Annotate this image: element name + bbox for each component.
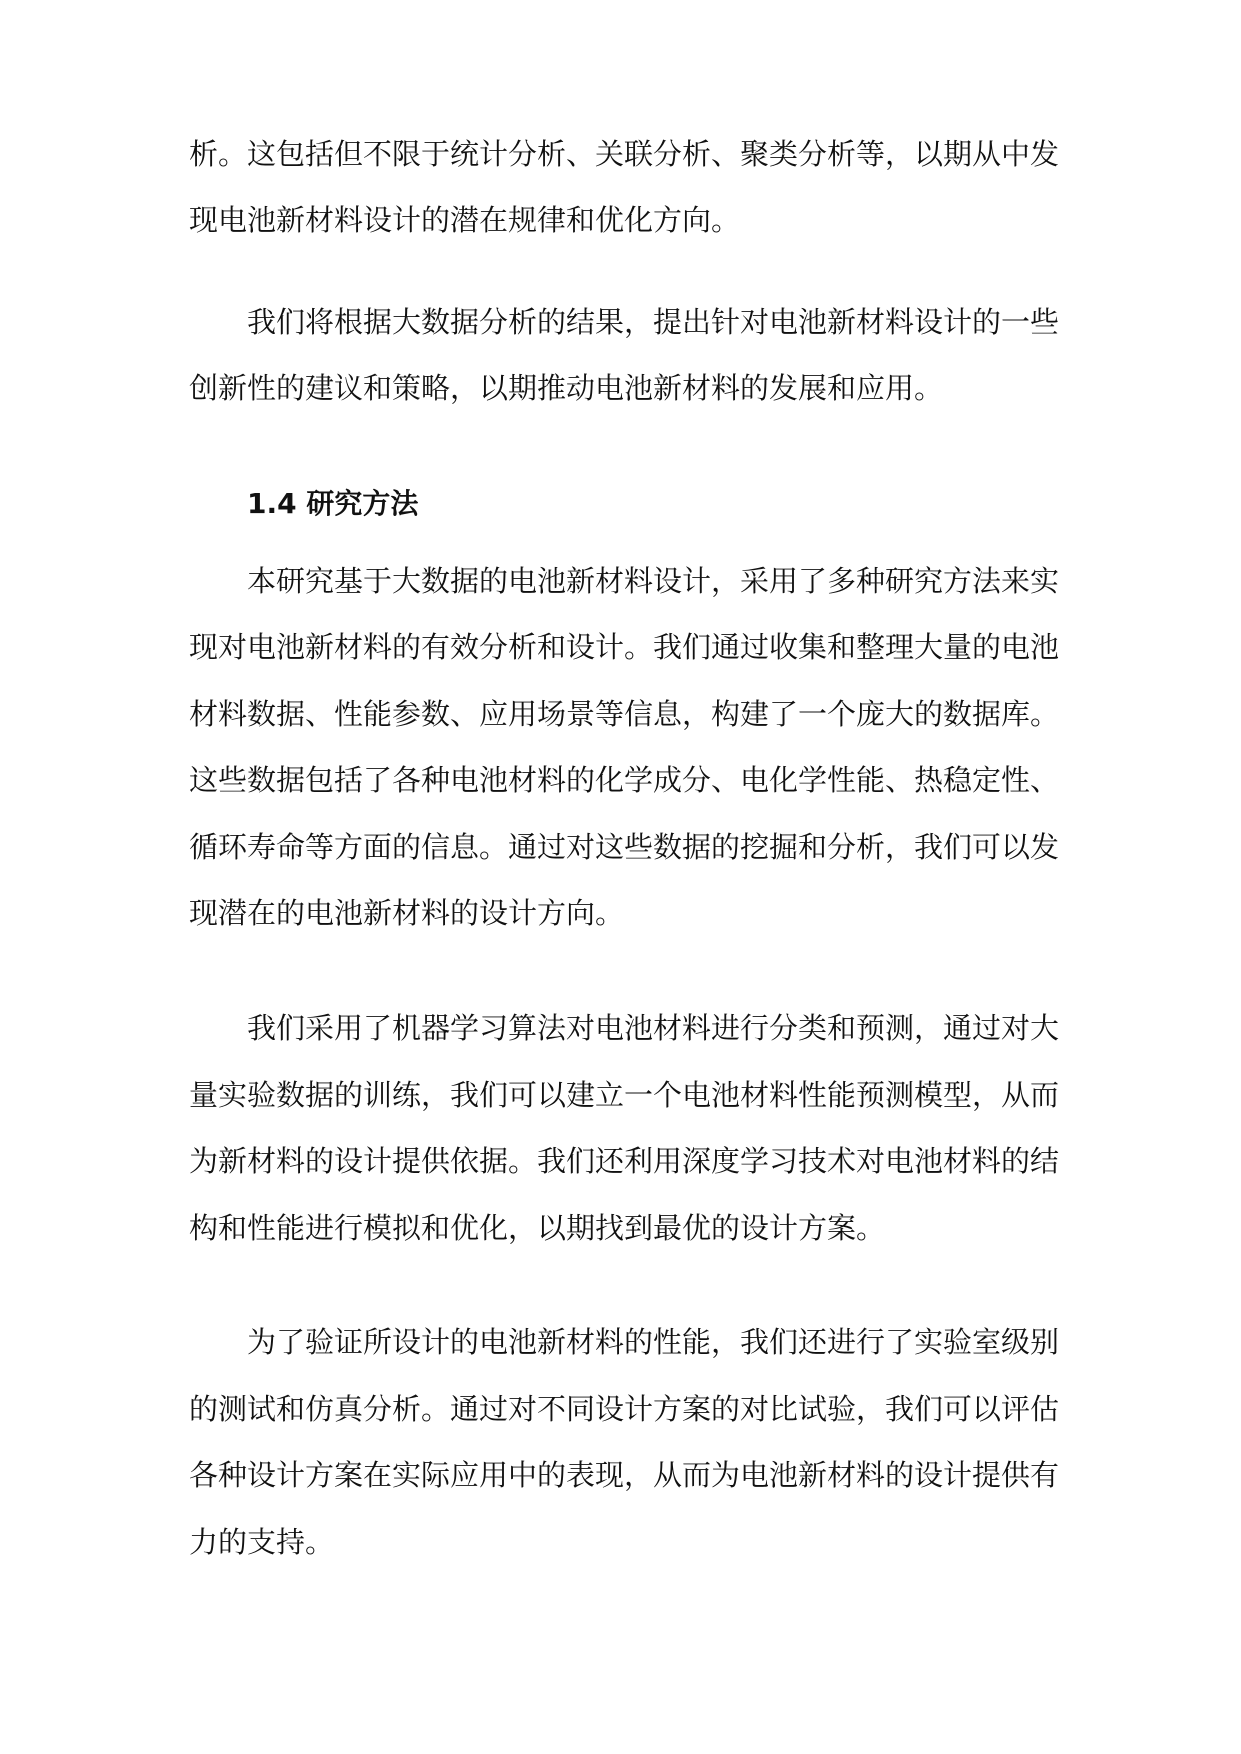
paragraph3-line2: 现对电池新材料的有效分析和设计。我们通过收集和整理大量的电池 xyxy=(189,630,1060,664)
paragraph4-line2: 量实验数据的训练，我们可以建立一个电池材料性能预测模型，从而 xyxy=(189,1078,1060,1112)
paragraph3-line5: 循环寿命等方面的信息。通过对这些数据的挖掘和分析，我们可以发 xyxy=(189,830,1060,864)
paragraph1-line2: 现电池新材料设计的潜在规律和优化方向。 xyxy=(189,203,741,237)
paragraph4-line3: 为新材料的设计提供依据。我们还利用深度学习技术对电池材料的结 xyxy=(189,1144,1060,1178)
paragraph5-line2: 的测试和仿真分析。通过对不同设计方案的对比试验，我们可以评估 xyxy=(189,1392,1060,1426)
paragraph4-line4: 构和性能进行模拟和优化，以期找到最优的设计方案。 xyxy=(189,1211,886,1245)
paragraph3-line6: 现潜在的电池新材料的设计方向。 xyxy=(189,896,625,930)
paragraph1-line1: 析。这包括但不限于统计分析、关联分析、聚类分析等，以期从中发 xyxy=(189,137,1060,171)
paragraph3-line1: 本研究基于大数据的电池新材料设计，采用了多种研究方法来实 xyxy=(247,564,1060,598)
paragraph5-line3: 各种设计方案在实际应用中的表现，从而为电池新材料的设计提供有 xyxy=(189,1458,1060,1492)
section-heading: 1.4 研究方法 xyxy=(247,487,419,520)
paragraph3-line3: 材料数据、性能参数、应用场景等信息，构建了一个庞大的数据库。 xyxy=(189,697,1060,731)
paragraph5-line1: 为了验证所设计的电池新材料的性能，我们还进行了实验室级别 xyxy=(247,1325,1060,1359)
paragraph3-line4: 这些数据包括了各种电池材料的化学成分、电化学性能、热稳定性、 xyxy=(189,763,1060,797)
paragraph2-line2: 创新性的建议和策略，以期推动电池新材料的发展和应用。 xyxy=(189,371,944,405)
paragraph2-line1: 我们将根据大数据分析的结果，提出针对电池新材料设计的一些 xyxy=(247,305,1060,339)
paragraph5-line4: 力的支持。 xyxy=(189,1525,335,1559)
paragraph4-line1: 我们采用了机器学习算法对电池材料进行分类和预测，通过对大 xyxy=(247,1011,1060,1045)
